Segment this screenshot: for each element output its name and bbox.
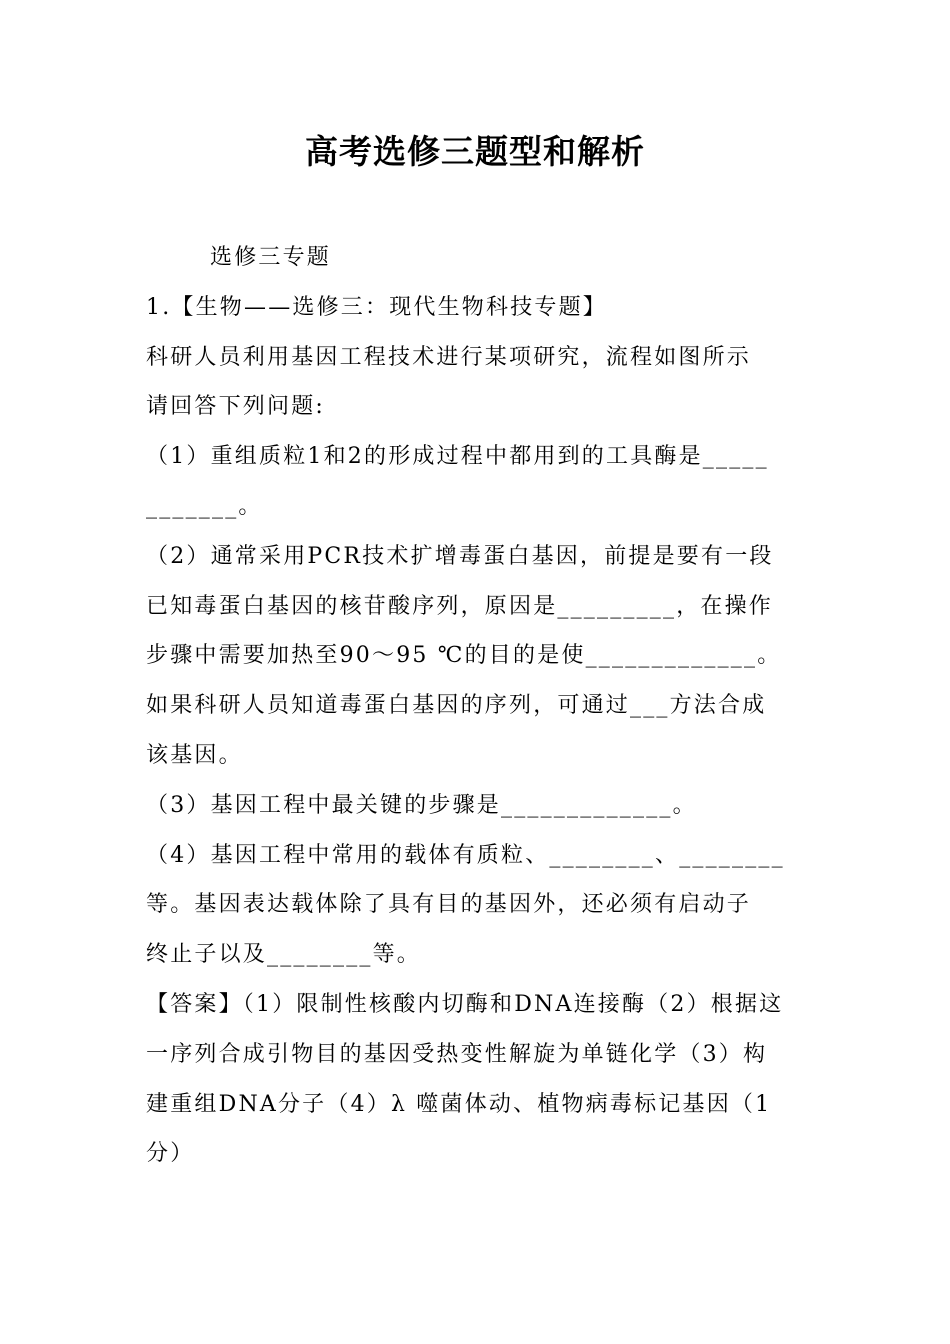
text-line: （2）通常采用PCR技术扩增毒蛋白基因，前提是要有一段	[146, 543, 774, 569]
text-line: 请回答下列问题:	[146, 394, 326, 420]
text-line: 建重组DNA分子（4）λ 噬菌体动、植物病毒标记基因（1	[146, 1091, 772, 1117]
sub-question-2	[146, 731, 808, 781]
sub-question-2	[146, 681, 808, 731]
sub-question-1	[146, 482, 808, 532]
answer-block	[146, 1129, 808, 1179]
text-line: 该基因。	[146, 742, 243, 768]
sub-question-1	[146, 432, 808, 482]
text-line: （1）重组质粒1和2的形成过程中都用到的工具酶是_____	[146, 444, 769, 470]
sub-question-2	[146, 582, 808, 632]
text-line: 分）	[146, 1141, 195, 1167]
text-line: 等。基因表达载体除了具有目的基因外，还必须有启动子	[146, 892, 752, 918]
question-stem	[146, 333, 808, 383]
sub-question-2	[146, 631, 808, 681]
sub-question-4	[146, 930, 808, 980]
text-line: （3）基因工程中最关键的步骤是_____________。	[146, 792, 697, 818]
sub-question-4	[146, 880, 808, 930]
sub-question-3	[146, 781, 808, 831]
text-line: 【答案】（1）限制性核酸内切酶和DNA连接酶（2）根据这	[146, 991, 784, 1017]
document-title: 高考选修三题型和解析	[305, 132, 645, 171]
text-line: 1.【生物——选修三：现代生物科技专题】	[146, 294, 607, 320]
text-line: 步骤中需要加热至90～95 ℃的目的是使_____________。	[146, 643, 782, 669]
text-line: 终止子以及________等。	[146, 942, 422, 968]
sub-question-4	[146, 831, 808, 881]
text-line: 已知毒蛋白基因的核苷酸序列，原因是_________，在操作	[146, 593, 774, 619]
text-line: 一序列合成引物目的基因受热变性解旋为单链化学（3）构	[146, 1041, 768, 1067]
answer-block	[146, 1030, 808, 1080]
text-line: （4）基因工程中常用的载体有质粒、________、________	[146, 842, 785, 868]
answer-block	[146, 1080, 808, 1130]
sub-question-2	[146, 532, 808, 582]
text-line: _______。	[146, 493, 263, 519]
document-body	[146, 233, 808, 1179]
text-line: 科研人员利用基因工程技术进行某项研究，流程如图所示	[146, 344, 752, 370]
question-heading	[146, 283, 808, 333]
text-line: 选修三专题	[210, 245, 332, 270]
section-heading	[146, 233, 808, 283]
question-stem	[146, 382, 808, 432]
text-line: 如果科研人员知道毒蛋白基因的序列，可通过___方法合成	[146, 693, 767, 719]
answer-block	[146, 980, 808, 1030]
